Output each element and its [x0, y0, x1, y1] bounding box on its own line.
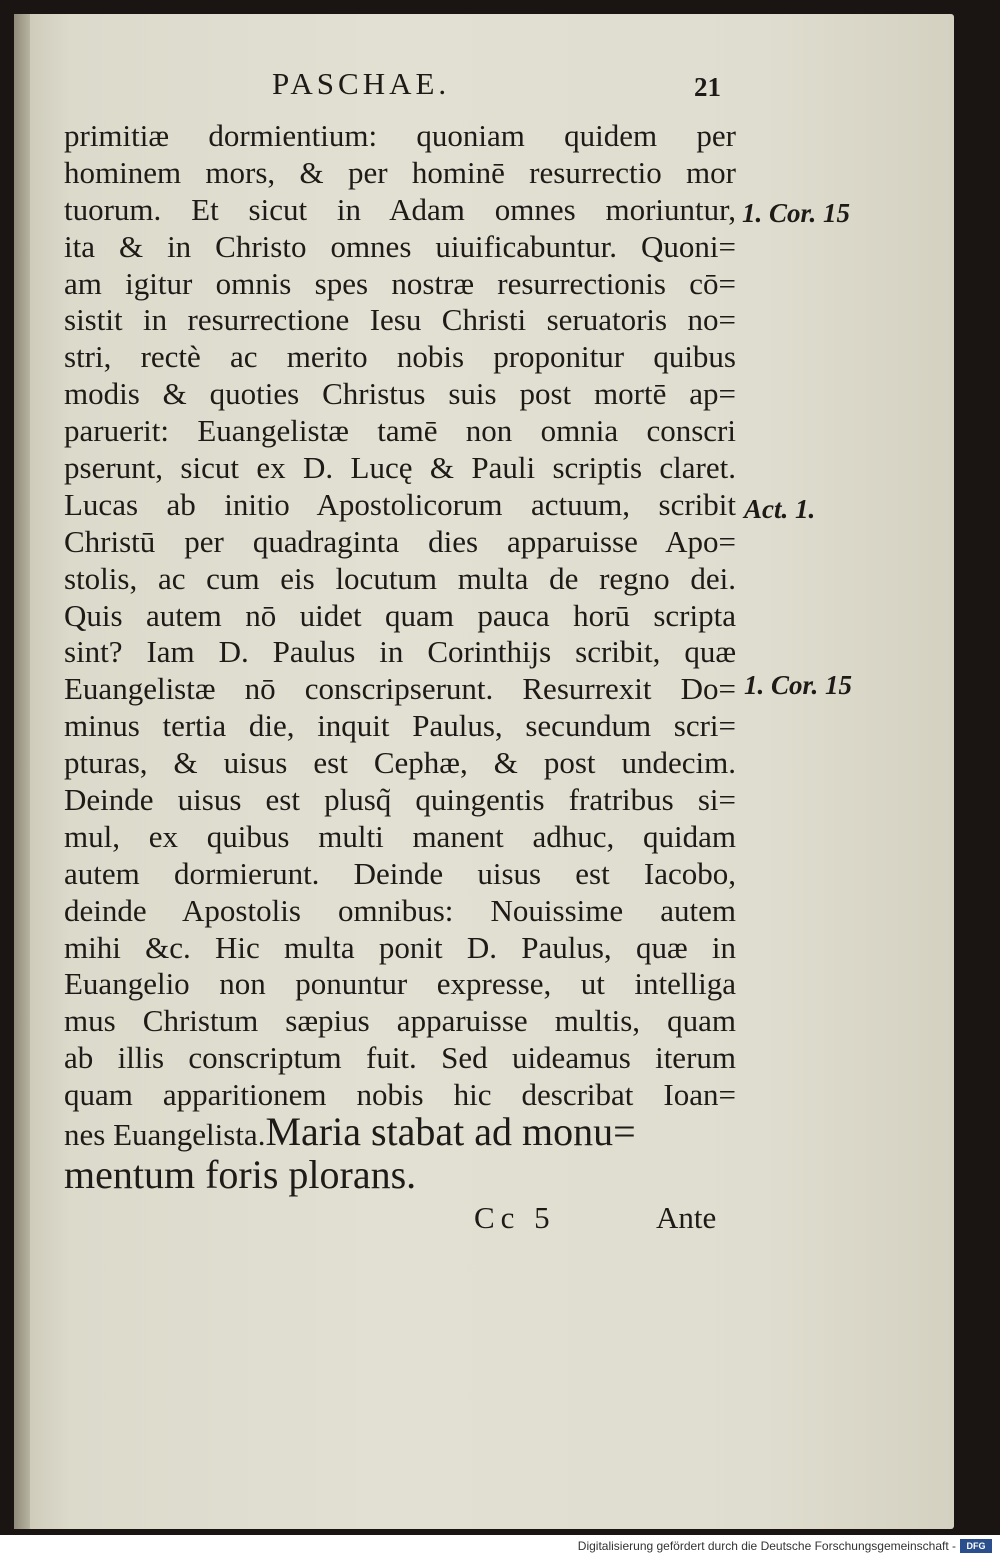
body-text	[64, 118, 736, 1199]
margin-note: Act. 1.	[744, 494, 816, 524]
text-line: deinde Apostolis omnibus: Nouissime autem	[64, 892, 736, 928]
text-line: stri, rectè ac merito nobis proponitur quibus	[64, 339, 736, 375]
text-line: Quis autem nō uidet quam pauca horū scripta	[64, 597, 736, 633]
text-line: pturas, & uisus est Cephæ, & post undecim.	[64, 745, 736, 781]
text-line: paruerit: Euangelistæ tamē non omnia conscri	[64, 413, 736, 449]
text-line: mus Christum sæpius apparuisse multis, quam	[64, 1003, 736, 1039]
text-line: stolis, ac cum eis locutum multa de regno dei.	[64, 560, 736, 596]
emphasis-text-line: mentum foris plorans.	[64, 1151, 417, 1197]
text-line: mul, ex quibus multi manent adhuc, quidam	[64, 818, 736, 854]
running-head: PASCHAE.	[272, 66, 451, 101]
text-line: sistit in resurrectione Iesu Christi seruatoris no=	[64, 302, 736, 338]
text-line: Christū per quadraginta dies apparuisse Apo=	[64, 523, 736, 559]
text-line: Euangelio non ponuntur expresse, ut intelliga	[64, 966, 736, 1002]
text-line: autem dormierunt. Deinde uisus est Iacobo,	[64, 855, 736, 891]
signature-mark: Cc 5	[474, 1200, 556, 1235]
text-line-end: nes Euangelista.	[64, 1117, 266, 1153]
text-line: sint? Iam D. Paulus in Corinthĳs scribit, quæ	[64, 634, 736, 670]
text-line: Euangelistæ nō conscripserunt. Resurrexit Do=	[64, 671, 736, 707]
margin-note: 1. Cor. 15	[744, 670, 853, 700]
text-line: primitiæ dormientium: quoniam quidem per	[64, 118, 736, 153]
footer-credit: Digitalisierung gefördert durch die Deutsche Forschungsgemeinschaft -	[577, 1539, 956, 1553]
text-line: ab illis conscriptum fuit. Sed uideamus iterum	[64, 1040, 736, 1076]
dfg-logo: DFG	[960, 1539, 992, 1553]
text-line: ita & in Christo omnes uiuificabuntur. Quoni=	[64, 228, 736, 264]
text-line: am igitur omnis spes nostræ resurrectionis cō=	[64, 265, 736, 301]
page-number: 21	[694, 72, 721, 102]
text-line: modis & quoties Christus suis post mortē ap=	[64, 376, 736, 412]
text-line: Lucas ab initio Apostolicorum actuum, scribit	[64, 486, 736, 522]
emphasis-text-inline: Maria stabat ad monu=	[265, 1109, 636, 1155]
text-line: quam apparitionem nobis hic describat Ioan=	[64, 1077, 736, 1113]
page-gutter	[14, 14, 30, 1529]
footer-bar	[0, 1535, 1000, 1558]
margin-note: 1. Cor. 15	[742, 198, 851, 228]
text-line: minus tertia die, inquit Paulus, secundum scri=	[64, 708, 736, 744]
text-line: Deinde uisus est plusq̃ quingentis fratribus si=	[64, 782, 736, 818]
text-line: tuorum. Et sicut in Adam omnes moriuntur,	[64, 191, 736, 227]
text-line-mixed	[64, 1109, 736, 1155]
text-line: hominem mors, & per hominē resurrectio mor	[64, 154, 736, 190]
text-line: pserunt, sicut ex D. Lucę & Pauli scriptis claret.	[64, 450, 736, 486]
catchword: Ante	[656, 1200, 717, 1235]
text-line: mihi &c. Hic multa ponit D. Paulus, quæ in	[64, 929, 736, 965]
